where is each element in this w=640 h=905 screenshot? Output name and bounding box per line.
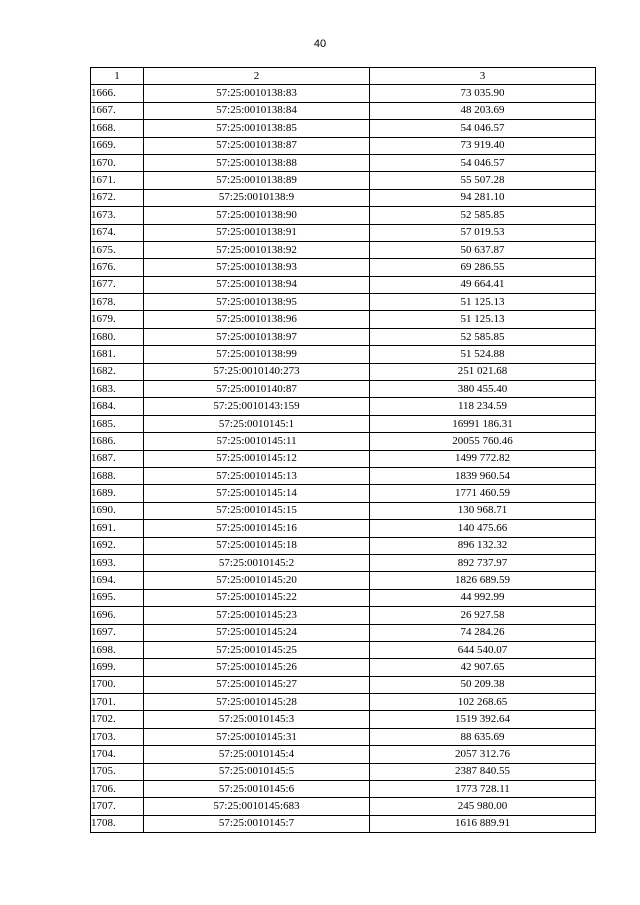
cadastral-value: 118 234.59 — [370, 398, 596, 415]
cadastral-value: 26 927.58 — [370, 607, 596, 624]
table-row — [91, 363, 596, 380]
cadastral-value: 1519 392.64 — [370, 711, 596, 728]
cadastral-number: 57:25:0010145:2 — [144, 554, 370, 571]
column-header-2: 2 — [144, 68, 370, 85]
row-number: 1671. — [91, 172, 144, 189]
cadastral-value: 57 019.53 — [370, 224, 596, 241]
cadastral-value: 69 286.55 — [370, 259, 596, 276]
table-row — [91, 728, 596, 745]
table-row — [91, 554, 596, 571]
table-row — [91, 607, 596, 624]
row-number: 1701. — [91, 694, 144, 711]
row-number: 1699. — [91, 659, 144, 676]
table-row — [91, 346, 596, 363]
cadastral-value: 102 268.65 — [370, 694, 596, 711]
cadastral-number: 57:25:0010145:27 — [144, 676, 370, 693]
cadastral-number: 57:25:0010138:94 — [144, 276, 370, 293]
table-row — [91, 415, 596, 432]
cadastral-number: 57:25:0010145:24 — [144, 624, 370, 641]
cadastral-number: 57:25:0010145:3 — [144, 711, 370, 728]
row-number: 1669. — [91, 137, 144, 154]
row-number: 1707. — [91, 798, 144, 815]
cadastral-number: 57:25:0010140:87 — [144, 381, 370, 398]
cadastral-number: 57:25:0010145:25 — [144, 641, 370, 658]
cadastral-number: 57:25:0010145:683 — [144, 798, 370, 815]
row-number: 1689. — [91, 485, 144, 502]
table-row — [91, 120, 596, 137]
cadastral-value: 892 737.97 — [370, 554, 596, 571]
table-row — [91, 102, 596, 119]
cadastral-value: 2057 312.76 — [370, 746, 596, 763]
row-number: 1681. — [91, 346, 144, 363]
cadastral-value: 73 919.40 — [370, 137, 596, 154]
table-row — [91, 137, 596, 154]
table-row — [91, 485, 596, 502]
cadastral-number: 57:25:0010145:22 — [144, 589, 370, 606]
row-number: 1694. — [91, 572, 144, 589]
cadastral-value: 1499 772.82 — [370, 450, 596, 467]
cadastral-value: 94 281.10 — [370, 189, 596, 206]
cadastral-number: 57:25:0010145:1 — [144, 415, 370, 432]
row-number: 1700. — [91, 676, 144, 693]
column-header-3: 3 — [370, 68, 596, 85]
cadastral-number: 57:25:0010145:14 — [144, 485, 370, 502]
table-header-row — [91, 68, 596, 85]
cadastral-number: 57:25:0010145:23 — [144, 607, 370, 624]
table-row — [91, 537, 596, 554]
cadastral-number: 57:25:0010145:31 — [144, 728, 370, 745]
cadastral-value: 2387 840.55 — [370, 763, 596, 780]
cadastral-value: 51 125.13 — [370, 294, 596, 311]
table-row — [91, 189, 596, 206]
row-number: 1684. — [91, 398, 144, 415]
table-row — [91, 763, 596, 780]
row-number: 1677. — [91, 276, 144, 293]
table-row — [91, 711, 596, 728]
cadastral-number: 57:25:0010138:99 — [144, 346, 370, 363]
cadastral-value: 74 284.26 — [370, 624, 596, 641]
table-row — [91, 207, 596, 224]
cadastral-value: 49 664.41 — [370, 276, 596, 293]
cadastral-value: 54 046.57 — [370, 120, 596, 137]
cadastral-value: 1616 889.91 — [370, 815, 596, 832]
cadastral-value: 245 980.00 — [370, 798, 596, 815]
row-number: 1667. — [91, 102, 144, 119]
cadastral-value: 44 992.99 — [370, 589, 596, 606]
row-number: 1675. — [91, 241, 144, 258]
cadastral-number: 57:25:0010138:85 — [144, 120, 370, 137]
row-number: 1666. — [91, 85, 144, 102]
table-row — [91, 172, 596, 189]
cadastral-number: 57:25:0010138:88 — [144, 154, 370, 171]
cadastral-number: 57:25:0010145:15 — [144, 502, 370, 519]
table-header — [91, 68, 596, 85]
table-row — [91, 589, 596, 606]
table-row — [91, 572, 596, 589]
table-row — [91, 746, 596, 763]
row-number: 1683. — [91, 381, 144, 398]
row-number: 1708. — [91, 815, 144, 832]
cadastral-number: 57:25:0010138:93 — [144, 259, 370, 276]
table-row — [91, 676, 596, 693]
cadastral-value: 73 035.90 — [370, 85, 596, 102]
cadastral-value: 380 455.40 — [370, 381, 596, 398]
row-number: 1706. — [91, 781, 144, 798]
cadastral-number: 57:25:0010145:6 — [144, 781, 370, 798]
cadastral-number: 57:25:0010138:96 — [144, 311, 370, 328]
row-number: 1686. — [91, 433, 144, 450]
table-row — [91, 294, 596, 311]
table-row — [91, 85, 596, 102]
cadastral-number: 57:25:0010145:28 — [144, 694, 370, 711]
cadastral-number: 57:25:0010145:26 — [144, 659, 370, 676]
table-row — [91, 659, 596, 676]
row-number: 1668. — [91, 120, 144, 137]
table-row — [91, 798, 596, 815]
cadastral-number: 57:25:0010138:87 — [144, 137, 370, 154]
row-number: 1697. — [91, 624, 144, 641]
cadastral-number: 57:25:0010138:91 — [144, 224, 370, 241]
cadastral-value: 16991 186.31 — [370, 415, 596, 432]
cadastral-value: 644 540.07 — [370, 641, 596, 658]
table-row — [91, 224, 596, 241]
row-number: 1688. — [91, 467, 144, 484]
row-number: 1676. — [91, 259, 144, 276]
cadastral-value-table — [90, 67, 596, 833]
cadastral-value: 51 125.13 — [370, 311, 596, 328]
cadastral-number: 57:25:0010138:9 — [144, 189, 370, 206]
cadastral-number: 57:25:0010138:90 — [144, 207, 370, 224]
row-number: 1673. — [91, 207, 144, 224]
row-number: 1692. — [91, 537, 144, 554]
cadastral-number: 57:25:0010138:92 — [144, 241, 370, 258]
row-number: 1691. — [91, 520, 144, 537]
cadastral-number: 57:25:0010138:97 — [144, 328, 370, 345]
row-number: 1679. — [91, 311, 144, 328]
cadastral-value: 55 507.28 — [370, 172, 596, 189]
cadastral-value: 20055 760.46 — [370, 433, 596, 450]
row-number: 1698. — [91, 641, 144, 658]
cadastral-value: 251 021.68 — [370, 363, 596, 380]
table-row — [91, 381, 596, 398]
table-row — [91, 154, 596, 171]
cadastral-number: 57:25:0010138:83 — [144, 85, 370, 102]
table-row — [91, 433, 596, 450]
cadastral-value: 896 132.32 — [370, 537, 596, 554]
row-number: 1674. — [91, 224, 144, 241]
row-number: 1704. — [91, 746, 144, 763]
row-number: 1680. — [91, 328, 144, 345]
table-row — [91, 398, 596, 415]
row-number: 1702. — [91, 711, 144, 728]
cadastral-value: 54 046.57 — [370, 154, 596, 171]
row-number: 1703. — [91, 728, 144, 745]
table-row — [91, 328, 596, 345]
table-row — [91, 276, 596, 293]
table-row — [91, 467, 596, 484]
cadastral-number: 57:25:0010145:18 — [144, 537, 370, 554]
table-row — [91, 624, 596, 641]
table-row — [91, 781, 596, 798]
row-number: 1672. — [91, 189, 144, 206]
cadastral-number: 57:25:0010145:5 — [144, 763, 370, 780]
cadastral-value: 50 637.87 — [370, 241, 596, 258]
cadastral-number: 57:25:0010138:84 — [144, 102, 370, 119]
row-number: 1695. — [91, 589, 144, 606]
row-number: 1687. — [91, 450, 144, 467]
cadastral-number: 57:25:0010145:16 — [144, 520, 370, 537]
cadastral-value: 1771 460.59 — [370, 485, 596, 502]
cadastral-value: 50 209.38 — [370, 676, 596, 693]
cadastral-value: 52 585.85 — [370, 207, 596, 224]
table-row — [91, 815, 596, 832]
page-number: 40 — [313, 38, 327, 50]
row-number: 1678. — [91, 294, 144, 311]
row-number: 1696. — [91, 607, 144, 624]
table-row — [91, 450, 596, 467]
cadastral-number: 57:25:0010145:13 — [144, 467, 370, 484]
table-row — [91, 259, 596, 276]
cadastral-value: 130 968.71 — [370, 502, 596, 519]
table-row — [91, 694, 596, 711]
row-number: 1690. — [91, 502, 144, 519]
column-header-1: 1 — [91, 68, 144, 85]
cadastral-value: 1773 728.11 — [370, 781, 596, 798]
cadastral-value: 42 907.65 — [370, 659, 596, 676]
table-row — [91, 641, 596, 658]
cadastral-number: 57:25:0010145:20 — [144, 572, 370, 589]
row-number: 1693. — [91, 554, 144, 571]
table-row — [91, 241, 596, 258]
cadastral-value: 1826 689.59 — [370, 572, 596, 589]
cadastral-number: 57:25:0010145:12 — [144, 450, 370, 467]
table-row — [91, 502, 596, 519]
row-number: 1670. — [91, 154, 144, 171]
cadastral-number: 57:25:0010138:89 — [144, 172, 370, 189]
table-body — [91, 85, 596, 833]
row-number: 1685. — [91, 415, 144, 432]
cadastral-value: 51 524.88 — [370, 346, 596, 363]
table-row — [91, 311, 596, 328]
cadastral-value: 48 203.69 — [370, 102, 596, 119]
cadastral-number: 57:25:0010145:11 — [144, 433, 370, 450]
cadastral-value: 1839 960.54 — [370, 467, 596, 484]
cadastral-number: 57:25:0010143:159 — [144, 398, 370, 415]
cadastral-number: 57:25:0010140:273 — [144, 363, 370, 380]
cadastral-number: 57:25:0010145:4 — [144, 746, 370, 763]
row-number: 1705. — [91, 763, 144, 780]
row-number: 1682. — [91, 363, 144, 380]
table-row — [91, 520, 596, 537]
cadastral-number: 57:25:0010145:7 — [144, 815, 370, 832]
cadastral-value: 140 475.66 — [370, 520, 596, 537]
cadastral-number: 57:25:0010138:95 — [144, 294, 370, 311]
cadastral-value: 88 635.69 — [370, 728, 596, 745]
cadastral-value: 52 585.85 — [370, 328, 596, 345]
